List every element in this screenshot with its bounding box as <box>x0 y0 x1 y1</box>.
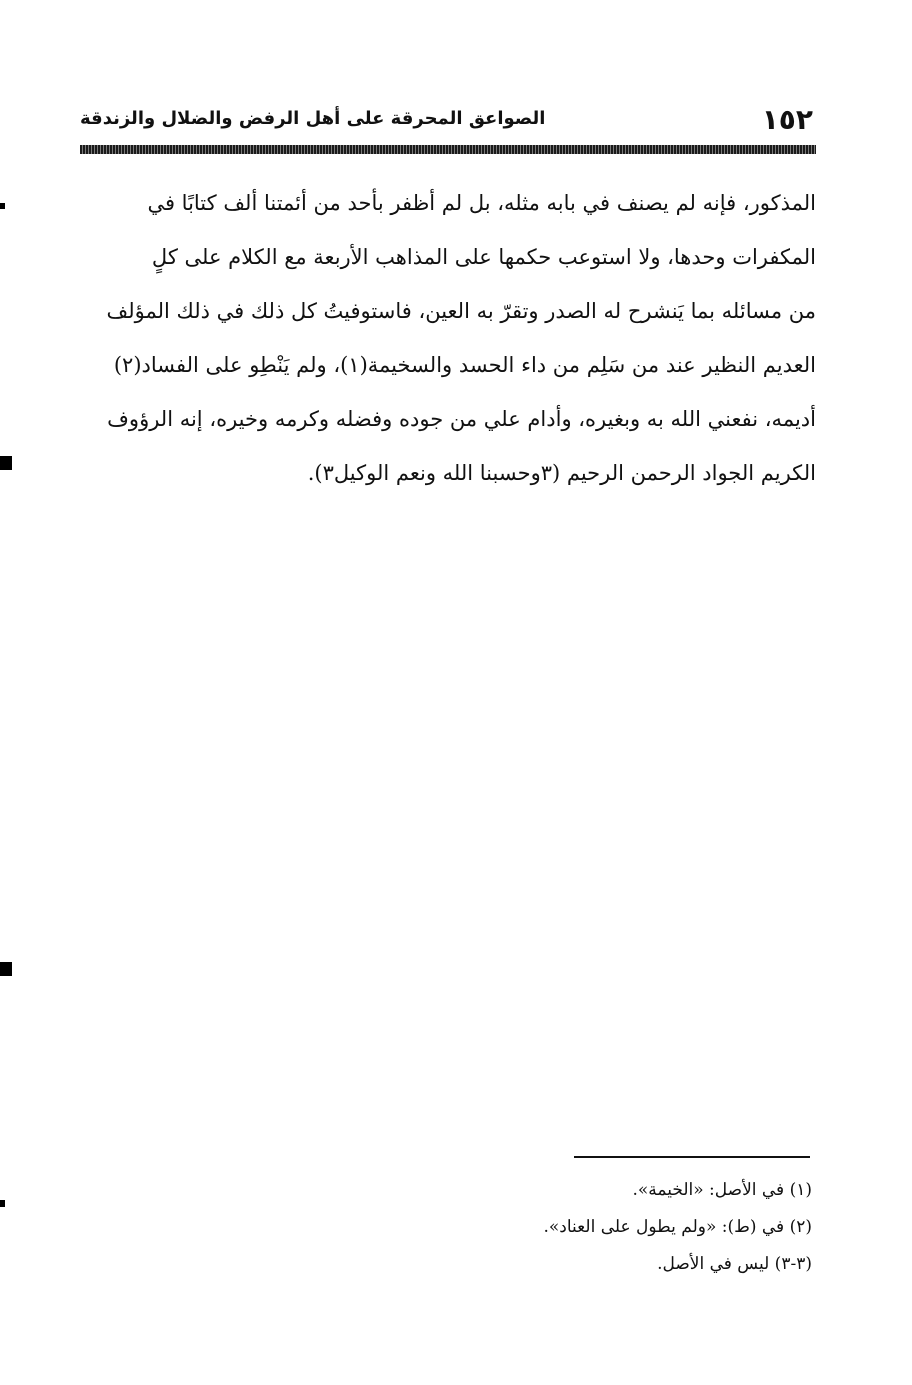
footnote-1: (١) في الأصل: «الخيمة». <box>632 1180 812 1200</box>
text-line: الكريم الجواد الرحمن الرحيم (٣وحسبنا الله ونعم الوكيل٣). <box>307 461 816 485</box>
text-line: المكفرات وحدها، ولا استوعب حكمها على المذاهب الأربعة مع الكلام على كلٍ <box>151 245 816 269</box>
text-line: من مسائله بما يَنشرح له الصدر وتقرّ به العين، فاستوفيتُ كل ذلك في ذلك المؤلف <box>106 299 816 323</box>
text-line: المذكور، فإنه لم يصنف في بابه مثله، بل لم أظفر بأحد من أئمتنا ألف كتابًا في <box>147 191 816 215</box>
text-line: العديم النظير عند من سَلِم من داء الحسد والسخيمة(١)، ولم يَنْطِو على الفساد(٢) <box>113 353 816 377</box>
header-rule <box>80 145 816 154</box>
running-title: الصواعق المحرقة على أهل الرفض والضلال والزندقة <box>80 108 546 129</box>
footnote-2: (٢) في (ط): «ولم يطول على العناد». <box>543 1217 812 1237</box>
page-number: ١٥٢ <box>761 103 813 136</box>
scan-edge-mark <box>0 962 12 976</box>
text-line: أديمه، نفعني الله به وبغيره، وأدام علي من جوده وفضله وكرمه وخيره، إنه الرؤوف <box>107 407 816 431</box>
scan-edge-mark <box>0 456 12 470</box>
scan-edge-mark <box>0 1200 5 1207</box>
scan-edge-mark <box>0 203 5 209</box>
footnotes <box>300 1172 812 1283</box>
footnote-separator <box>574 1156 810 1158</box>
main-text <box>80 176 816 500</box>
page-header <box>80 102 815 142</box>
footnote-3: (٣-٣) ليس في الأصل. <box>657 1254 812 1274</box>
